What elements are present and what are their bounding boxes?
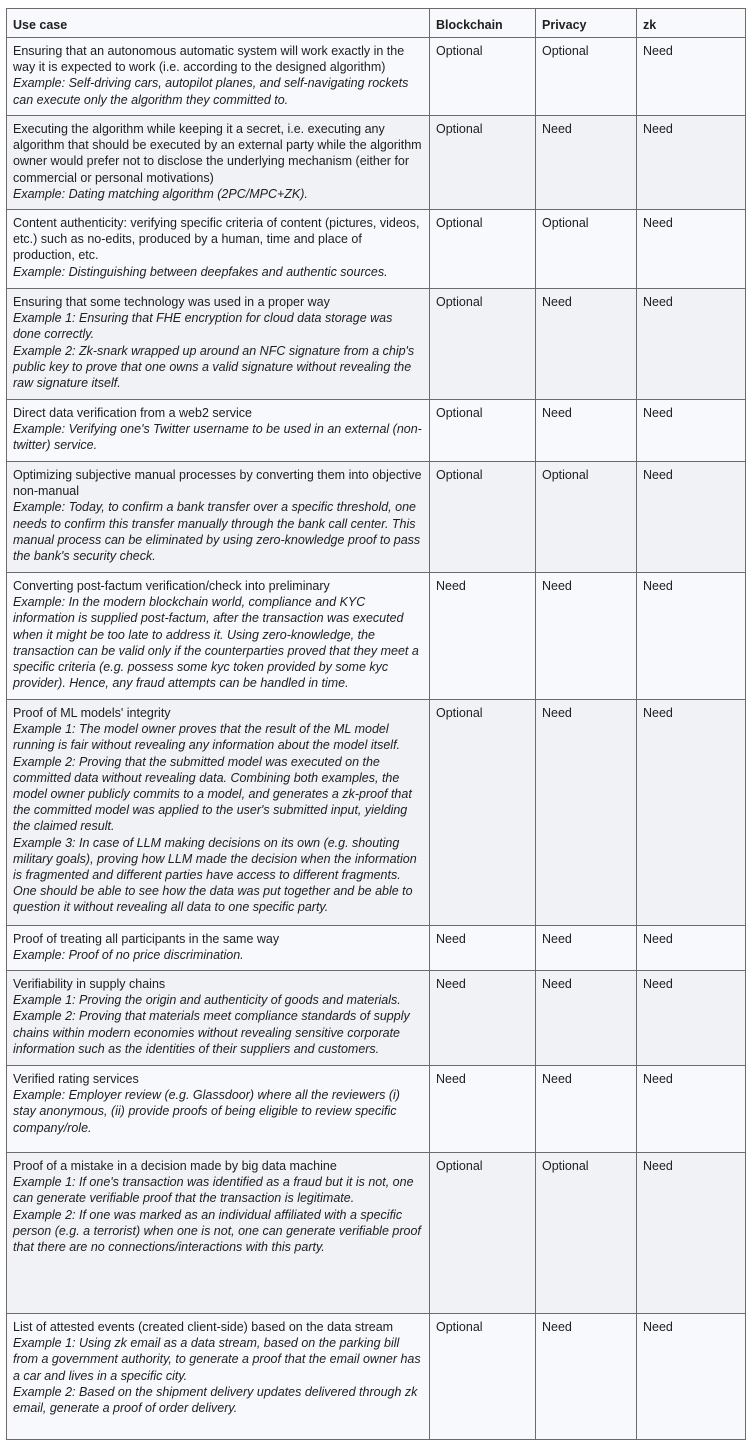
use-case-cell bbox=[7, 38, 430, 116]
blockchain-cell: Optional bbox=[430, 1153, 536, 1314]
table-row bbox=[7, 1314, 746, 1440]
use-case-cell bbox=[7, 1153, 430, 1314]
zk-cell: Need bbox=[637, 700, 746, 926]
use-case-cell bbox=[7, 116, 430, 210]
use-case-example: Example: Today, to confirm a bank transfer over a specific threshold, one needs to confirm this transfer manually through the bank call center. This manual process can be eliminated by using zero-knowledge proof to pass the bank's security check. bbox=[13, 500, 421, 564]
use-case-example: Example 2: Proving that materials meet compliance standards of supply chains within modern economies without revealing sensitive corporate information such as the identities of their suppliers and customers. bbox=[13, 1009, 410, 1056]
table-row bbox=[7, 210, 746, 289]
use-case-title: Verifiability in supply chains bbox=[13, 977, 166, 991]
use-case-title: Optimizing subjective manual processes by converting them into objective non-manual bbox=[13, 468, 422, 499]
blockchain-cell: Optional bbox=[430, 462, 536, 573]
table-header-row bbox=[7, 9, 746, 38]
table-row bbox=[7, 1066, 746, 1153]
use-case-example: Example: In the modern blockchain world, compliance and KYC information is supplied post-factum, after the transaction was executed when it might be too late to address it. Using zero-knowledge, the transaction can be valid only if the counterparties proved that they meet a specific criteria (e.g. possess some kyc token provided by some kyc provider). Hence, any fraud attempts can be handled in time. bbox=[13, 595, 419, 691]
header-privacy: Privacy bbox=[536, 9, 637, 38]
blockchain-cell: Need bbox=[430, 926, 536, 971]
zk-cell: Need bbox=[637, 926, 746, 971]
use-case-example: Example 1: Using zk email as a data stream, based on the parking bill from a government authority, to generate a proof that the email owner has a car and lives in a specific city. bbox=[13, 1336, 421, 1383]
use-case-title: Executing the algorithm while keeping it a secret, i.e. executing any algorithm that should be executed by an external party while the algorithm owner would prefer not to disclose the underlying mechanism (either for commercial or personal motivations) bbox=[13, 122, 422, 185]
privacy-cell: Optional bbox=[536, 38, 637, 116]
use-case-example: Example: Self-driving cars, autopilot planes, and self-navigating rockets can execute only the algorithm they committed to. bbox=[13, 76, 409, 107]
blockchain-cell: Optional bbox=[430, 38, 536, 116]
privacy-cell: Optional bbox=[536, 462, 637, 573]
blockchain-cell: Need bbox=[430, 971, 536, 1066]
use-case-table bbox=[6, 8, 746, 1440]
privacy-cell: Need bbox=[536, 1314, 637, 1440]
use-case-title: Proof of treating all participants in the same way bbox=[13, 932, 280, 946]
zk-cell: Need bbox=[637, 38, 746, 116]
use-case-example: Example 2: Proving that the submitted model was executed on the committed data without revealing data. Combining both examples, the model owner publicly commits to a model, and generates a zk-proof that the committed model was applied to the user's submitted input, yielding the claimed result. bbox=[13, 754, 412, 834]
use-case-title: List of attested events (created client-side) based on the data stream bbox=[13, 1320, 394, 1334]
use-case-cell bbox=[7, 210, 430, 289]
use-case-example: Example 2: Zk-snark wrapped up around an NFC signature from a chip's public key to prove that one owns a valid signature without revealing the raw signature itself. bbox=[13, 343, 415, 391]
use-case-cell bbox=[7, 1066, 430, 1153]
use-case-cell bbox=[7, 462, 430, 573]
privacy-cell: Need bbox=[536, 971, 637, 1066]
blockchain-cell: Optional bbox=[430, 400, 536, 462]
use-case-title: Ensuring that some technology was used in a proper way bbox=[13, 295, 330, 309]
privacy-cell: Optional bbox=[536, 210, 637, 289]
header-use-case: Use case bbox=[7, 9, 430, 38]
use-case-example: Example: Distinguishing between deepfakes and authentic sources. bbox=[13, 264, 388, 279]
zk-cell: Need bbox=[637, 400, 746, 462]
zk-cell: Need bbox=[637, 1066, 746, 1153]
zk-cell: Need bbox=[637, 116, 746, 210]
use-case-example: Example 1: The model owner proves that the result of the ML model running is fair without revealing any information about the model itself. bbox=[13, 722, 401, 753]
use-case-title: Proof of a mistake in a decision made by big data machine bbox=[13, 1159, 337, 1173]
use-case-example: Example 1: Proving the origin and authenticity of goods and materials. bbox=[13, 993, 401, 1008]
use-case-example: Example: Employer review (e.g. Glassdoor) where all the reviewers (i) stay anonymous, (ii) provide proofs of being eligible to review specific company/role. bbox=[13, 1088, 400, 1135]
use-case-title: Content authenticity: verifying specific criteria of content (pictures, videos, etc.) such as no-edits, produced by a human, time and place of production, etc. bbox=[13, 216, 420, 263]
table-row bbox=[7, 400, 746, 462]
privacy-cell: Need bbox=[536, 400, 637, 462]
zk-cell: Need bbox=[637, 1314, 746, 1440]
use-case-title: Proof of ML models' integrity bbox=[13, 706, 171, 720]
table-row bbox=[7, 116, 746, 210]
zk-cell: Need bbox=[637, 573, 746, 700]
use-case-example: Example 1: If one's transaction was identified as a fraud but it is not, one can generate verifiable proof that the transaction is legitimate. bbox=[13, 1175, 414, 1206]
use-case-example: Example 2: Based on the shipment delivery updates delivered through zk email, generate a proof of order delivery. bbox=[13, 1384, 418, 1416]
use-case-example: Example 1: Ensuring that FHE encryption for cloud data storage was done correctly. bbox=[13, 311, 393, 342]
use-case-example: Example 2: If one was marked as an individual affiliated with a specific person (e.g. a terrorist) when one is not, one can generate verifiable proof that there are no connections/interactions with this party. bbox=[13, 1207, 421, 1255]
use-case-example: Example 3: In case of LLM making decisions on its own (e.g. shouting military goals), proving how LLM made the decision when the information is fragmented and different parties have access to different fragments. One should be able to see how the data was put together and be able to question it without revealing all data to one specific party. bbox=[13, 835, 417, 915]
use-case-title: Converting post-factum verification/check into preliminary bbox=[13, 579, 330, 593]
use-case-cell bbox=[7, 1314, 430, 1440]
privacy-cell: Optional bbox=[536, 1153, 637, 1314]
use-case-cell bbox=[7, 400, 430, 462]
use-case-title: Verified rating services bbox=[13, 1072, 139, 1086]
use-case-cell bbox=[7, 700, 430, 926]
blockchain-cell: Optional bbox=[430, 700, 536, 926]
table-row bbox=[7, 573, 746, 700]
privacy-cell: Need bbox=[536, 700, 637, 926]
privacy-cell: Need bbox=[536, 289, 637, 400]
zk-cell: Need bbox=[637, 210, 746, 289]
header-zk: zk bbox=[637, 9, 746, 38]
table-body bbox=[7, 38, 746, 1440]
blockchain-cell: Optional bbox=[430, 116, 536, 210]
use-case-title: Ensuring that an autonomous automatic system will work exactly in the way it is expected to work (i.e. according to the designed algorithm) bbox=[13, 44, 405, 75]
zk-cell: Need bbox=[637, 462, 746, 573]
blockchain-cell: Need bbox=[430, 573, 536, 700]
table-row bbox=[7, 289, 746, 400]
use-case-cell bbox=[7, 573, 430, 700]
use-case-cell bbox=[7, 971, 430, 1066]
blockchain-cell: Optional bbox=[430, 210, 536, 289]
use-case-example: Example: Verifying one's Twitter username to be used in an external (non-twitter) service. bbox=[13, 422, 422, 453]
use-case-cell bbox=[7, 926, 430, 971]
table-row bbox=[7, 700, 746, 926]
table-row bbox=[7, 971, 746, 1066]
blockchain-cell: Optional bbox=[430, 289, 536, 400]
table-row bbox=[7, 1153, 746, 1314]
use-case-example: Example: Dating matching algorithm (2PC/MPC+ZK). bbox=[13, 186, 308, 201]
privacy-cell: Need bbox=[536, 926, 637, 971]
table-row bbox=[7, 462, 746, 573]
use-case-cell bbox=[7, 289, 430, 400]
zk-cell: Need bbox=[637, 1153, 746, 1314]
table-row bbox=[7, 926, 746, 971]
privacy-cell: Need bbox=[536, 116, 637, 210]
blockchain-cell: Need bbox=[430, 1066, 536, 1153]
header-blockchain: Blockchain bbox=[430, 9, 536, 38]
zk-cell: Need bbox=[637, 289, 746, 400]
table-row bbox=[7, 38, 746, 116]
use-case-title: Direct data verification from a web2 service bbox=[13, 406, 252, 420]
blockchain-cell: Optional bbox=[430, 1314, 536, 1440]
use-case-example: Example: Proof of no price discrimination. bbox=[13, 948, 244, 963]
zk-cell: Need bbox=[637, 971, 746, 1066]
privacy-cell: Need bbox=[536, 573, 637, 700]
privacy-cell: Need bbox=[536, 1066, 637, 1153]
